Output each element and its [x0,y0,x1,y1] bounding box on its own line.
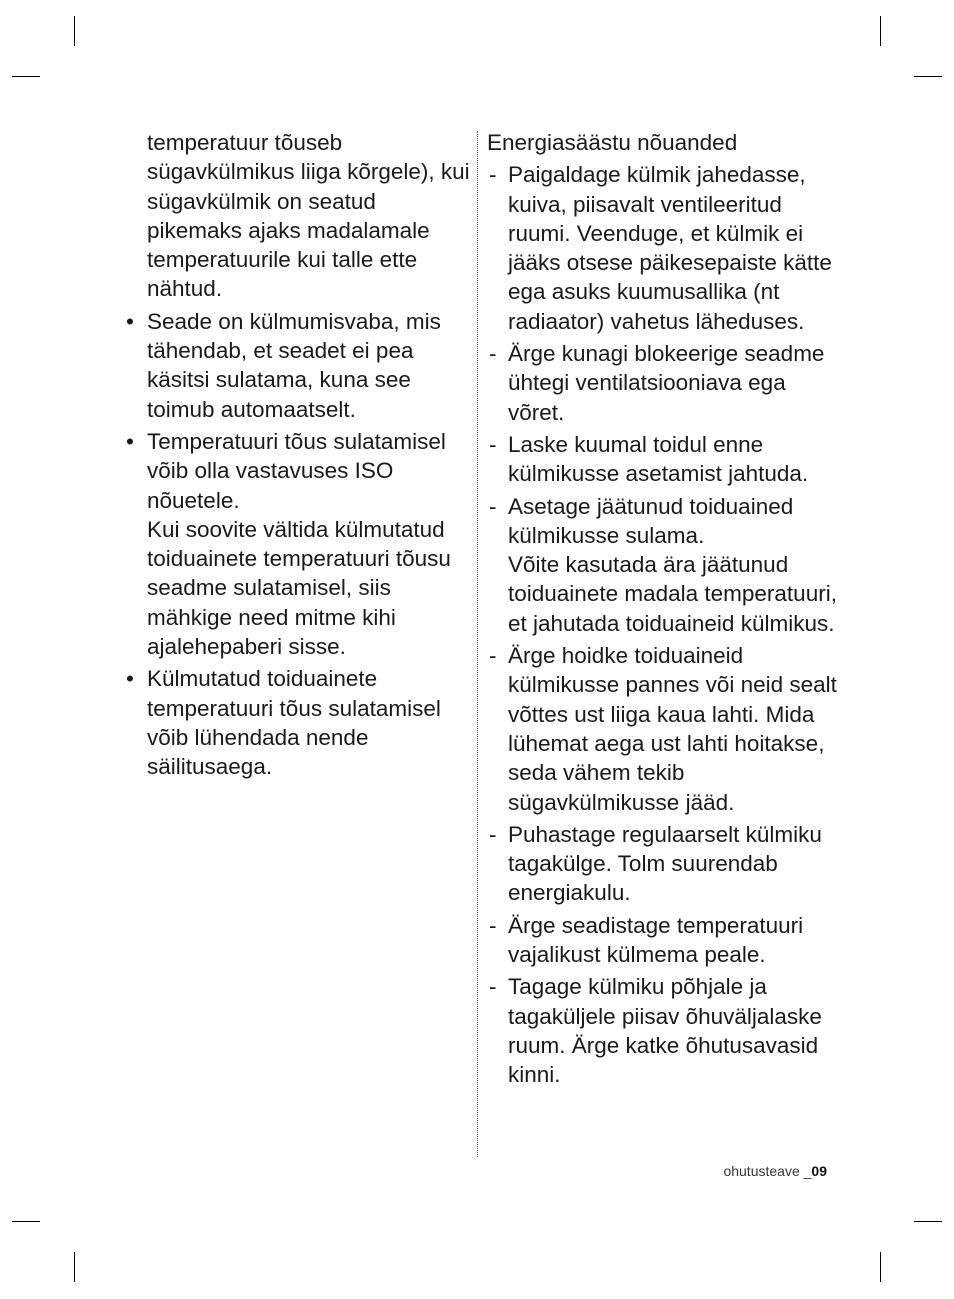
tip-text: Ärge seadistage temperatuuri vajalikust külmema peale. [508,912,804,968]
dash-icon: - [489,162,497,188]
tip-text: Laske kuumal toidul enne külmikusse asetamist jahtuda. [508,431,809,487]
bullet-item [126,307,471,424]
crop-mark [880,1252,881,1282]
column-divider [477,131,478,1157]
dash-icon: - [489,431,497,457]
tip-extra-text: Võite kasutada ära jäätunud toiduainete madala temperatuuri, et jahutada toiduaineid külmikus. [508,552,837,636]
tip-text: Asetage jäätunud toiduained külmikusse sulama. [508,493,794,548]
bullet-icon: • [126,428,134,454]
right-column [487,128,837,1090]
footer-section-label: ohutusteave _ [723,1163,812,1179]
dash-icon: - [489,821,497,847]
bullet-icon: • [126,308,134,334]
bullet-item [126,664,471,781]
crop-mark [74,16,75,46]
dash-icon: - [489,974,497,1000]
bullet-item [126,427,471,661]
dash-icon: - [489,341,497,367]
continuation-text: temperatuur tõuseb sügavkülmikus liiga kõrgele), kui sügavkülmik on seatud pikemaks ajaks madalamale temperatuurile kui talle ette nähtud. [147,130,470,302]
tip-text: Paigaldage külmik jahedasse, kuiva, piisavalt ventileeritud ruumi. Veenduge, et külmik ei jääks otsese päikesepaiste kätte ega asuks kuumusallika (nt radiaator) vahetus läheduses. [508,162,832,334]
tip-text: Tagage külmiku põhjale ja tagaküljele piisav õhuväljalaske ruum. Ärge katke õhutusavasid kinni. [508,974,822,1088]
tip-text: Ärge kunagi blokeerige seadme ühtegi ventilatsiooniava ega võret. [508,341,825,425]
crop-mark [914,76,942,77]
dash-icon: - [489,912,497,938]
crop-mark [12,1221,40,1222]
bullet-text: Temperatuuri tõus sulatamisel võib olla vastavuses ISO nõuetele. [147,428,446,513]
bullet-text: Seade on külmumisvaba, mis tähendab, et seadet ei pea käsitsi sulatama, kuna see toimub automaatselt. [147,308,441,422]
bullet-icon: • [126,666,134,692]
page-footer [723,1163,827,1179]
crop-mark [74,1252,75,1282]
bullet-extra-text: Kui soovite vältida külmutatud toiduainete temperatuuri tõusu seadme sulatamisel, siis mähkige need mitme kihi ajalehepaberi sisse. [147,516,451,660]
tip-item [487,492,837,638]
crop-mark [12,76,40,77]
dash-icon: - [489,493,497,519]
page-number: 09 [811,1163,827,1179]
tip-item [487,160,837,336]
tip-item [487,820,837,908]
crop-mark [914,1221,942,1222]
left-column [126,128,471,782]
bullet-text: Külmutatud toiduainete temperatuuri tõus sulatamisel võib lühendada nende säilitusaega. [147,666,441,780]
dash-icon: - [489,643,497,669]
tip-text: Puhastage regulaarselt külmiku tagakülge. Tolm suurendab energiakulu. [508,821,822,906]
tip-item [487,339,837,427]
tip-text: Ärge hoidke toiduaineid külmikusse pannes või neid sealt võttes ust liiga kaua lahti. Mida lühemat aega ust lahti hoitakse, seda vähem tekib sügavkülmikusse jääd. [508,643,837,815]
tip-item [487,430,837,489]
tip-item [487,641,837,817]
tip-item [487,972,837,1089]
crop-mark [880,16,881,46]
section-heading: Energiasäästu nõuanded [487,130,738,155]
tip-item [487,911,837,970]
